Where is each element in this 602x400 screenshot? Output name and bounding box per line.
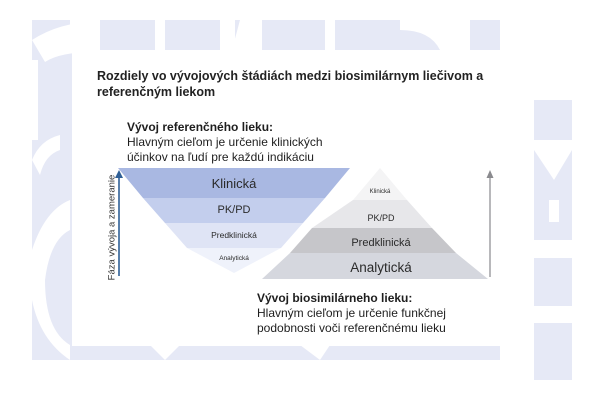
biosimilar-heading: Vývoj biosimilárneho lieku: <box>257 291 413 305</box>
biosimilar-description-line2: podobnosti voči referenčnému lieku <box>257 321 446 335</box>
diagram-title: Rozdiely vo vývojových štádiách medzi biosimilárnym liečivom a referenčným liekom <box>97 69 484 99</box>
reference-label-analytical: Analytická <box>219 255 249 262</box>
reference-heading: Vývoj referenčného lieku: <box>127 120 274 134</box>
reference-label-preclinical: Predklinická <box>211 230 257 240</box>
biosimilar-description <box>257 291 497 336</box>
reference-description-line2: účinkov na ľudí pre každú indikáciu <box>127 150 314 164</box>
biosimilar-label-preclinical: Predklinická <box>351 237 411 249</box>
arrow-up-icon <box>487 170 494 277</box>
axis-label: Fáza vývoja a zameranie <box>106 174 118 281</box>
reference-label-clinical: Klinická <box>211 176 257 191</box>
biosimilar-description-line1: Hlavným cieľom je určenie funkčnej <box>257 306 446 320</box>
biosimilar-layer-clinical <box>353 168 407 200</box>
reference-label-pkpd: PK/PD <box>217 204 251 216</box>
biosimilar-label-clinical: Klinická <box>369 189 391 195</box>
reference-description-line1: Hlavným cieľom je určenie klinických <box>127 135 323 149</box>
biosimilar-label-analytical: Analytická <box>350 260 412 275</box>
biosimilar-label-pkpd: PK/PD <box>367 213 395 223</box>
